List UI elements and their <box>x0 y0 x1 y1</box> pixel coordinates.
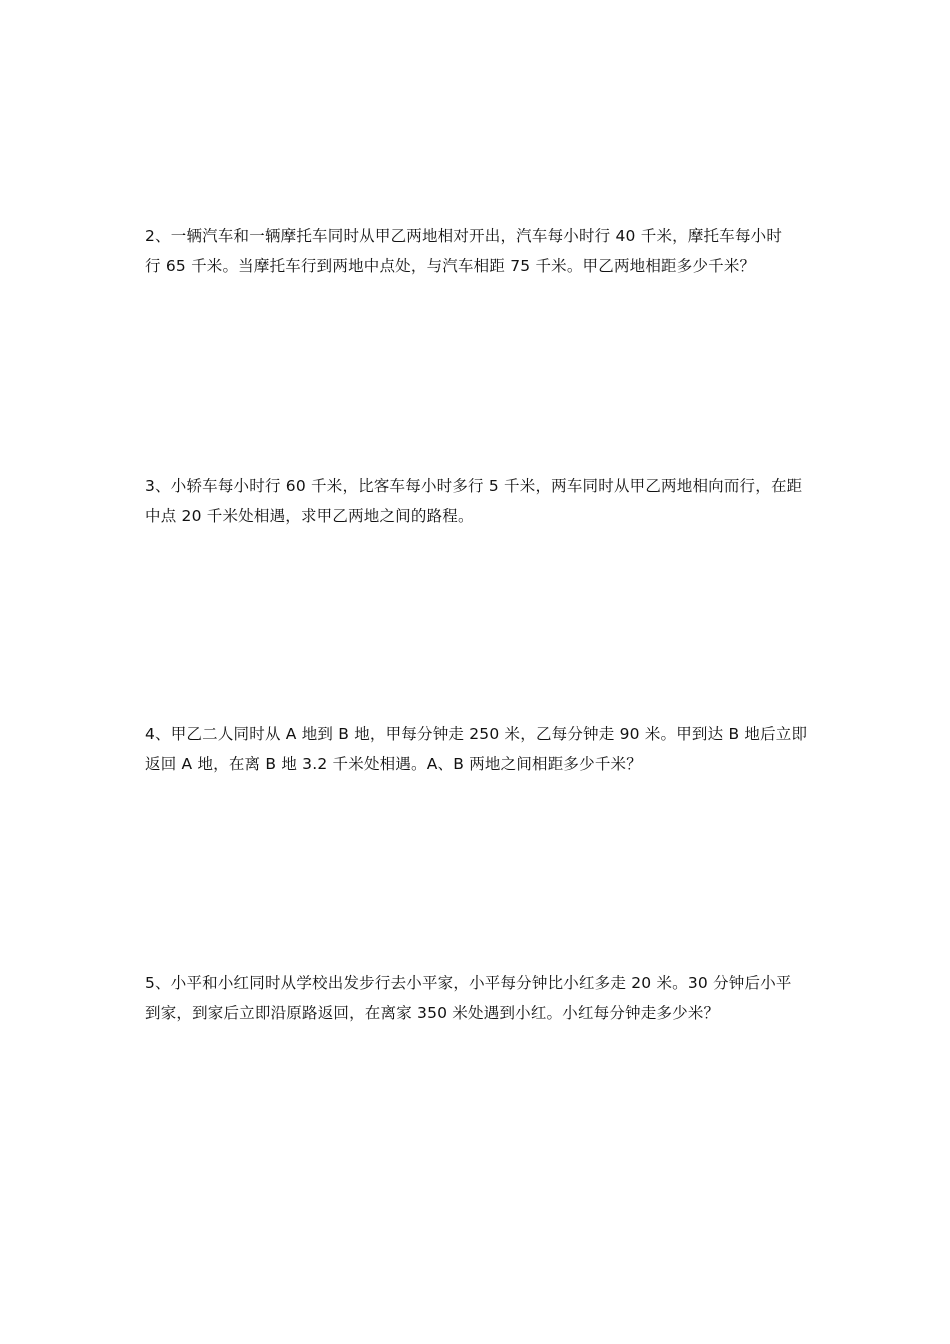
problem-5-line-2: 到家，到家后立即沿原路返回，在离家 350 米处遇到小红。小红每分钟走多少米？ <box>145 1004 720 1022</box>
problem-4-line-2: 返回 A 地，在离 B 地 3.2 千米处相遇。A、B 两地之间相距多少千米？ <box>145 755 642 773</box>
problem-5 <box>145 968 810 1028</box>
problem-2 <box>145 221 810 281</box>
problem-2-line-1: 2、一辆汽车和一辆摩托车同时从甲乙两地相对开出，汽车每小时行 40 千米，摩托车每小时 <box>145 227 783 245</box>
problem-5-line-1: 5、小平和小红同时从学校出发步行去小平家，小平每分钟比小红多走 20 米。30 分钟后小平 <box>145 974 792 992</box>
problem-3-line-1: 3、小轿车每小时行 60 千米，比客车每小时多行 5 千米，两车同时从甲乙两地相向而行，在距 <box>145 477 803 495</box>
problem-4 <box>145 719 810 779</box>
problem-3-line-2: 中点 20 千米处相遇，求甲乙两地之间的路程。 <box>145 507 474 525</box>
problem-4-line-1: 4、甲乙二人同时从 A 地到 B 地，甲每分钟走 250 米，乙每分钟走 90 米。甲到达 B 地后立即 <box>145 725 808 743</box>
problem-3 <box>145 471 810 531</box>
problem-2-line-2: 行 65 千米。当摩托车行到两地中点处，与汽车相距 75 千米。甲乙两地相距多少千米？ <box>145 257 756 275</box>
